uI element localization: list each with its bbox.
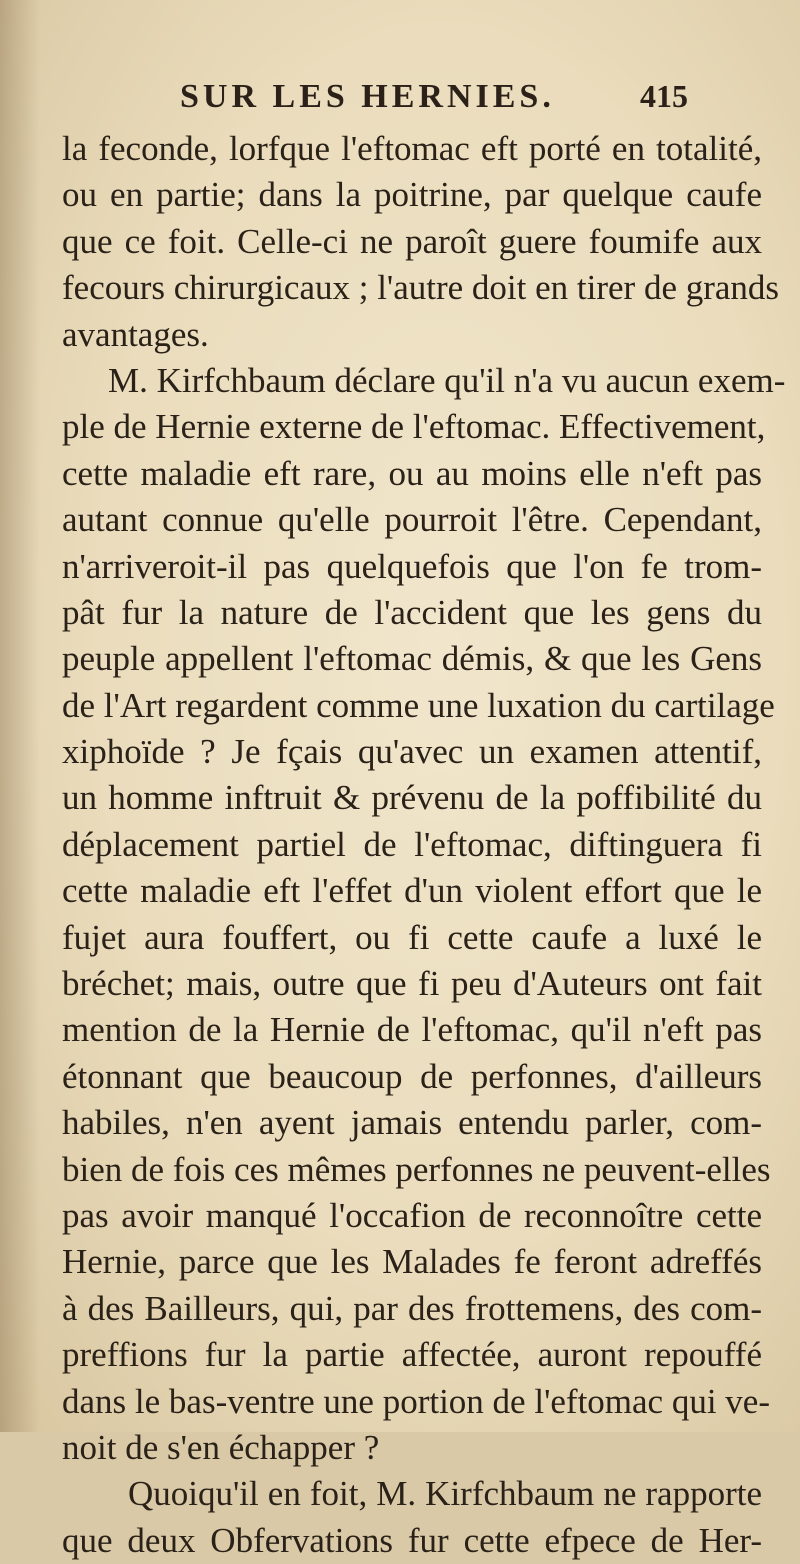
text-line: de l'Art regardent comme une luxation du cartilage [62,685,775,725]
text-line: dans le bas-ventre une portion de l'eftomac qui ve- [62,1381,770,1421]
text-line: preffions fur la partie affectée, auront repouffé [62,1335,762,1375]
body-text [62,126,786,1564]
text-line: noit de s'en échapper ? [62,1427,380,1467]
text-line: Hernie, parce que les Malades fe feront adreffés [62,1242,762,1282]
text-line: cette maladie eft l'effet d'un violent effort que le [62,871,762,911]
text-line: avantages. [62,314,209,354]
text-line: xiphoïde ? Je fçais qu'avec un examen attentif, [62,732,762,772]
text-line: ple de Hernie externe de l'eftomac. Effectivement, [62,407,766,447]
text-line: pas avoir manqué l'occafion de reconnoître cette [62,1195,762,1235]
text-line: mention de la Hernie de l'eftomac, qu'il n'eft pas [62,1010,762,1050]
text-line: pât fur la nature de l'accident que les gens du [62,592,762,632]
text-line: fujet aura fouffert, ou fi cette caufe a luxé le [62,917,762,957]
text-line: habiles, n'en ayent jamais entendu parler, com- [62,1103,762,1143]
text-line: que ce foit. Celle-ci ne paroît guere foumife aux [62,221,762,261]
running-title: SUR LES HERNIES. [180,78,555,115]
text-line: bréchet; mais, outre que fi peu d'Auteurs ont fait [62,964,762,1004]
text-line: étonnant que beaucoup de perfonnes, d'ailleurs [62,1056,762,1096]
text-line: n'arriveroit-il pas quelquefois que l'on fe trom- [62,546,762,586]
text-line: à des Bailleurs, qui, par des frottemens, des com- [62,1288,762,1328]
text-line: cette maladie eft rare, ou au moins elle n'eft pas [62,453,762,493]
text-line: ou en partie; dans la poitrine, par quelque caufe [62,175,762,215]
text-line: Quoiqu'il en foit, M. Kirfchbaum ne rapporte [128,1474,762,1514]
text-line: que deux Obfervations fur cette efpece de Her- [62,1520,762,1560]
text-line: peuple appellent l'eftomac démis, & que les Gens [62,639,762,679]
page-number: 415 [640,78,688,114]
text-line: autant connue qu'elle pourroit l'être. Cependant, [62,500,762,540]
text-line: fecours chirurgicaux ; l'autre doit en tirer de grands [62,268,780,308]
text-line: bien de fois ces mêmes perfonnes ne peuvent-elles [62,1149,771,1189]
text-line: un homme inftruit & prévenu de la poffibilité du [62,778,762,818]
text-line: déplacement partiel de l'eftomac, diftinguera fi [62,824,762,864]
page-gutter-shadow [0,0,40,1432]
text-line: la feconde, lorfque l'eftomac eft porté en totalité, [62,129,762,168]
text-line: M. Kirfchbaum déclare qu'il n'a vu aucun exem- [108,360,786,400]
